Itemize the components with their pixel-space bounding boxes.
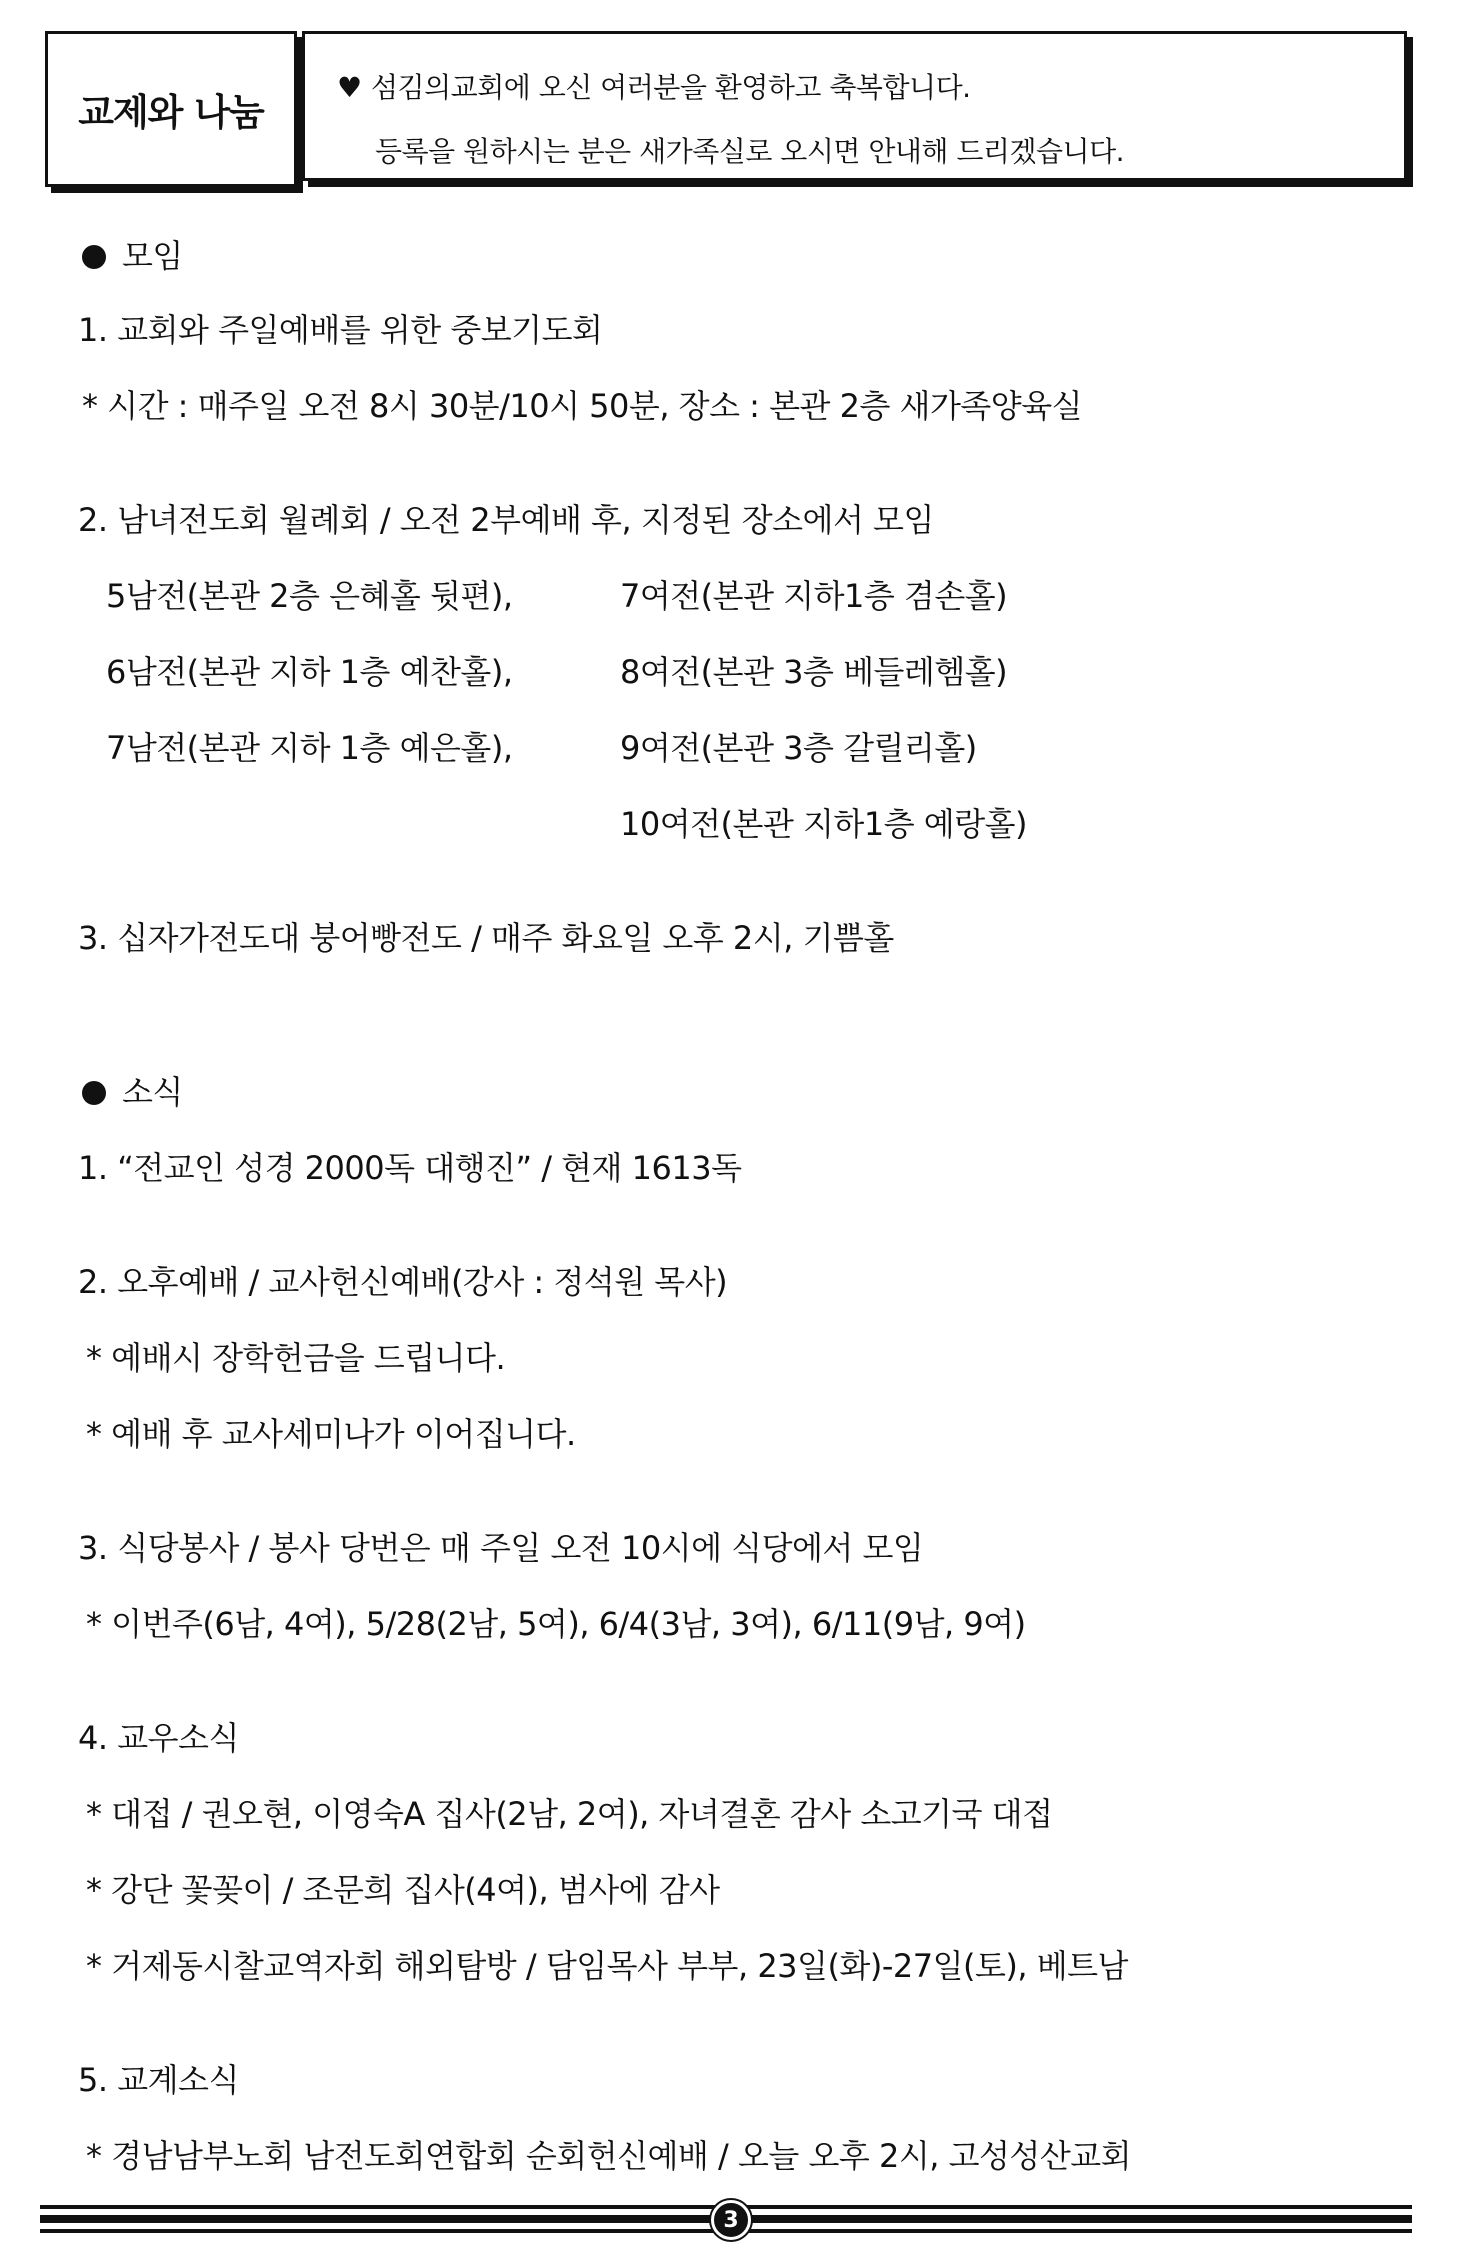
section-title: 교제와 나눔 xyxy=(78,91,264,134)
womens-group-location: 9여전(본관 3층 갈릴리홀) xyxy=(620,729,977,767)
womens-group-location: 8여전(본관 3층 베들레헴홀) xyxy=(620,653,1008,691)
news-item-2-detail: * 예배시 장학헌금을 드립니다. xyxy=(86,1339,506,1377)
bullet-icon xyxy=(82,245,106,269)
news-item-4-detail: * 대접 / 권오현, 이영숙A 집사(2남, 2여), 자녀결혼 감사 소고기국 대접 xyxy=(86,1795,1053,1833)
meetings-item-1-detail: * 시간 : 매주일 오전 8시 30분/10시 50분, 장소 : 본관 2층 새가족양육실 xyxy=(82,387,1083,425)
news-item-5: 5. 교계소식 xyxy=(78,2061,239,2099)
news-item-3: 3. 식당봉사 / 봉사 당번은 매 주일 오전 10시에 식당에서 모임 xyxy=(78,1529,924,1567)
news-item-3-detail: * 이번주(6남, 4여), 5/28(2남, 5여), 6/4(3남, 3여), 6/11(9남, 9여) xyxy=(86,1605,1026,1643)
news-item-5-detail: * 경남남부노회 남전도회연합회 순회헌신예배 / 오늘 오후 2시, 고성성산교회 xyxy=(86,2137,1132,2175)
meetings-item-3: 3. 십자가전도대 붕어빵전도 / 매주 화요일 오후 2시, 기쁨홀 xyxy=(78,919,894,957)
womens-group-location: 10여전(본관 지하1층 예랑홀) xyxy=(620,805,1028,843)
news-item-4: 4. 교우소식 xyxy=(78,1719,239,1757)
news-heading: 소식 xyxy=(82,1072,183,1112)
welcome-notice-line-1: ♥ 섬김의교회에 오신 여러분을 환영하고 축복합니다. xyxy=(337,71,971,104)
mens-group-location: 7남전(본관 지하 1층 예은홀), xyxy=(106,729,513,767)
news-item-4-detail: * 강단 꽃꽂이 / 조문희 집사(4여), 범사에 감사 xyxy=(86,1871,720,1909)
news-item-2-detail: * 예배 후 교사세미나가 이어집니다. xyxy=(86,1415,576,1453)
heart-icon: ♥ xyxy=(337,71,362,104)
news-item-2: 2. 오후예배 / 교사헌신예배(강사 : 정석원 목사) xyxy=(78,1263,728,1301)
news-item-1: 1. “전교인 성경 2000독 대행진” / 현재 1613독 xyxy=(78,1149,742,1187)
bullet-icon xyxy=(82,1081,106,1105)
mens-group-location: 6남전(본관 지하 1층 예찬홀), xyxy=(106,653,513,691)
welcome-notice-line-2: 등록을 원하시는 분은 새가족실로 오시면 안내해 드리겠습니다. xyxy=(375,135,1125,168)
meetings-heading: 모임 xyxy=(82,236,183,276)
section-title-box xyxy=(45,31,297,187)
news-item-4-detail: * 거제동시찰교역자회 해외탐방 / 담임목사 부부, 23일(화)-27일(토), 베트남 xyxy=(86,1947,1128,1985)
mens-group-location: 5남전(본관 2층 은혜홀 뒷편), xyxy=(106,577,513,615)
welcome-notice-box xyxy=(302,31,1407,181)
meetings-item-1: 1. 교회와 주일예배를 위한 중보기도회 xyxy=(78,311,603,349)
page-number: 3 xyxy=(711,2200,751,2240)
womens-group-location: 7여전(본관 지하1층 겸손홀) xyxy=(620,577,1008,615)
meetings-item-2: 2. 남녀전도회 월례회 / 오전 2부예배 후, 지정된 장소에서 모임 xyxy=(78,501,934,539)
